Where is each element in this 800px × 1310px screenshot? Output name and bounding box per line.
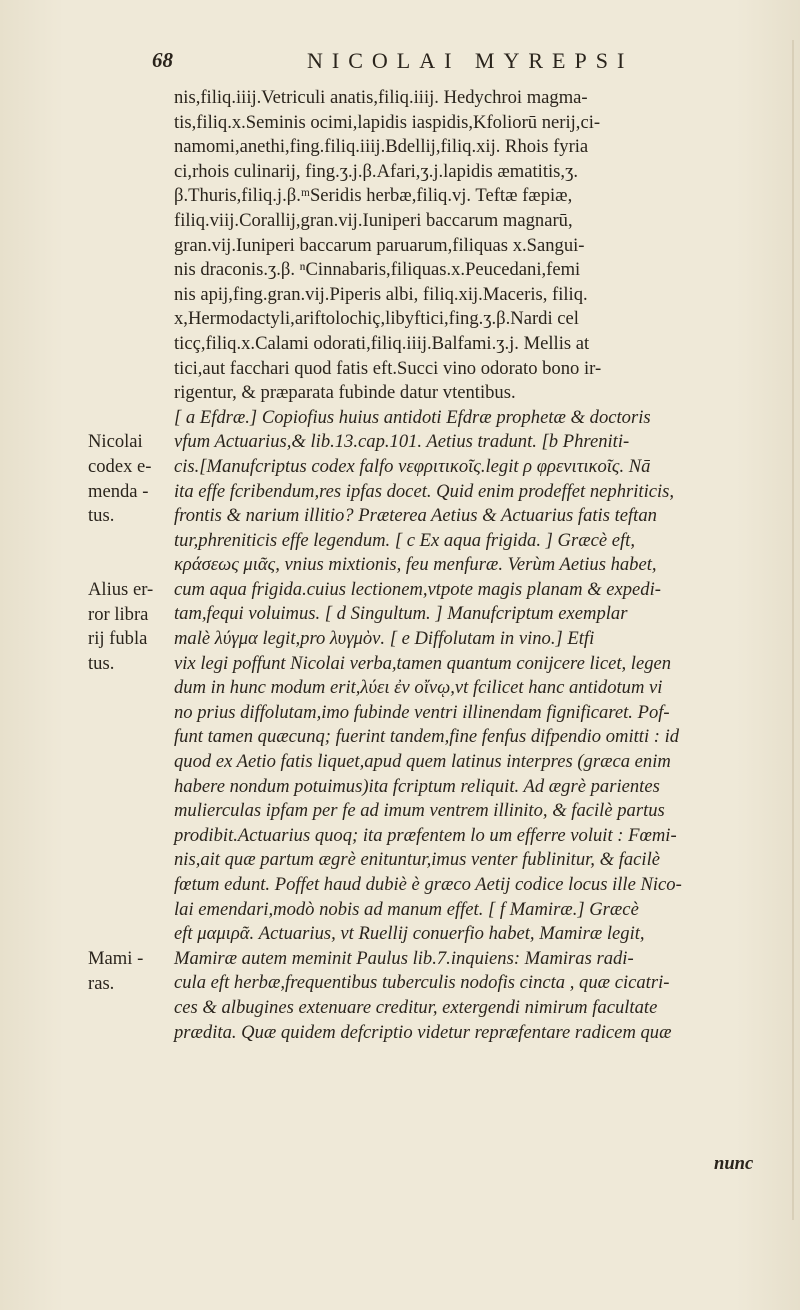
text-line: malè λύγμα legit,pro λυγμὸν. [ e Diffolutam in vino.] Etfi bbox=[174, 628, 595, 650]
margin-note-line: ras. bbox=[88, 972, 115, 994]
text-line: prædita. Quæ quidem defcriptio videtur repræfentare radicem quæ bbox=[174, 1021, 672, 1043]
text-line: [ a Efdræ.] Copiofius huius antidoti Efdræ prophetæ & doctoris bbox=[174, 406, 651, 428]
margin-note bbox=[88, 578, 153, 676]
text-line: mulierculas ipfam per fe ad imum ventrem illinito, & facilè partus bbox=[174, 800, 665, 822]
text-line: nis apij,fing.gran.vij.Piperis albi, filiq.xij.Maceris, filiq. bbox=[174, 283, 588, 305]
margin-note-line: Nicolai bbox=[88, 431, 143, 453]
margin-note-line: tus. bbox=[88, 652, 115, 674]
text-line: gran.vij.Iuniperi baccarum paruarum,filiquas x.Sangui- bbox=[174, 234, 585, 256]
main-text-block bbox=[174, 86, 774, 1045]
text-line: vix legi poffunt Nicolai verba,tamen quantum conijcere licet, legen bbox=[174, 652, 672, 674]
catchword: nunc bbox=[714, 1153, 754, 1174]
text-line: κράσεως μιᾶς, vnius mixtionis, feu menfuræ. Verùm Aetius habet, bbox=[174, 554, 657, 576]
text-line: frontis & narium illitio? Præterea Aetius & Actuarius fatis teftan bbox=[174, 505, 657, 527]
text-line: fœtum edunt. Poffet haud dubiè è græco Aetij codice locus ille Nico- bbox=[174, 874, 682, 895]
text-line: eft μαμιρᾶ. Actuarius, vt Ruellij conuerfio habet, Mamiræ legit, bbox=[174, 923, 645, 945]
text-line: Mamiræ autem meminit Paulus lib.7.inquiens: Mamiras radi- bbox=[174, 947, 634, 969]
text-line: ticç,filiq.x.Calami odorati,filiq.iiij.Balfami.ʒ.j. Mellis at bbox=[174, 332, 590, 354]
text-line: nis,filiq.iiij.Vetriculi anatis,filiq.iiij. Hedychroi magma- bbox=[174, 87, 588, 108]
text-line: namomi,anethi,fing.filiq.iiij.Bdellij,filiq.xij. Rhois fyria bbox=[174, 136, 589, 158]
text-line: cum aqua frigida.cuius lectionem,vtpote magis planam & expedi- bbox=[174, 578, 661, 600]
margin-note bbox=[88, 947, 143, 996]
text-line: tam,fequi voluimus. [ d Singultum. ] Manufcriptum exemplar bbox=[174, 603, 628, 625]
text-line: habere nondum potuimus)ita fcriptum reliquit. Ad ægrè parientes bbox=[174, 775, 660, 797]
text-line: β.Thuris,filiq.j.β.ᵐSeridis herbæ,filiq.vj. Teftæ fæpiæ, bbox=[174, 185, 573, 207]
page-header bbox=[152, 48, 772, 78]
text-line: cis.[Manufcriptus codex falfo νεφριτικοῖς.legit ρ φρενιτικοῖς. Nā bbox=[174, 455, 651, 477]
page-number: 68 bbox=[152, 48, 173, 72]
margin-note-line: menda - bbox=[88, 480, 149, 502]
margin-note-line: codex e- bbox=[88, 455, 152, 477]
text-line: tici,aut facchari quod fatis eft.Succi vino odorato bono ir- bbox=[174, 357, 602, 379]
text-line: dum in hunc modum erit,λύει ἐν οἴνῳ,vt fcilicet hanc antidotum vi bbox=[174, 677, 663, 699]
text-line: ci,rhois culinarij, fing.ʒ.j.β.Afari,ʒ.j.lapidis æmatitis,ʒ. bbox=[174, 160, 578, 182]
text-line: no prius diffolutam,imo fubinde ventri illinendam fignificaret. Pof- bbox=[174, 701, 670, 723]
margin-note-line: Mami - bbox=[88, 948, 144, 969]
margin-note bbox=[88, 430, 152, 528]
text-line: prodibit.Actuarius quoq; ita præfentem lo um efferre voluit : Fœmi- bbox=[174, 824, 677, 846]
text-line: quod ex Aetio fatis liquet,apud quem latinus interpres (græca enim bbox=[174, 751, 671, 773]
text-line: tur,phreniticis effe legendum. [ c Ex aqua frigida. ] Græcè eft, bbox=[174, 529, 635, 551]
text-line: nis,ait quæ partum ægrè enituntur,imus venter fublinitur, & facilè bbox=[174, 849, 661, 871]
text-line: cula eft herbæ,frequentibus tuberculis nodofis cincta , quæ cicatri- bbox=[174, 972, 670, 994]
text-line: nis draconis.ʒ.β. ⁿCinnabaris,filiquas.x.Peucedani,femi bbox=[174, 259, 581, 281]
text-line: tis,filiq.x.Seminis ocimi,lapidis iaspidis,Kfoliorū nerij,ci- bbox=[174, 111, 601, 133]
text-line: filiq.viij.Corallij,gran.vij.Iuniperi baccarum magnarū, bbox=[174, 209, 573, 231]
margin-note-line: Alius er- bbox=[88, 579, 154, 600]
running-title: NICOLAI MYREPSI bbox=[307, 48, 634, 73]
margin-note-line: ror libra bbox=[88, 603, 149, 625]
text-line: ces & albugines extenuare creditur, extergendi nimirum facultate bbox=[174, 996, 658, 1018]
text-line: rigentur, & præparata fubinde datur vtentibus. bbox=[174, 382, 516, 404]
text-line: vfum Actuarius,& lib.13.cap.101. Aetius tradunt. [b Phreniti- bbox=[174, 431, 630, 453]
text-line: ita effe fcribendum,res ipfas docet. Quid enim prodeffet nephriticis, bbox=[174, 480, 675, 502]
margin-note-line: tus. bbox=[88, 505, 115, 527]
text-line: x,Hermodactyli,ariftolochiç,libyftici,fing.ʒ.β.Nardi cel bbox=[174, 308, 579, 330]
margin-note-line: rij fubla bbox=[88, 628, 148, 650]
text-line: lai emendari,modò nobis ad manum effet. [ f Mamiræ.] Græcè bbox=[174, 898, 639, 920]
text-line: funt tamen quæcunq; fuerint tandem,fine fenfus difpendio omitti : id bbox=[174, 726, 680, 748]
page-edge-shadow bbox=[792, 40, 794, 1220]
